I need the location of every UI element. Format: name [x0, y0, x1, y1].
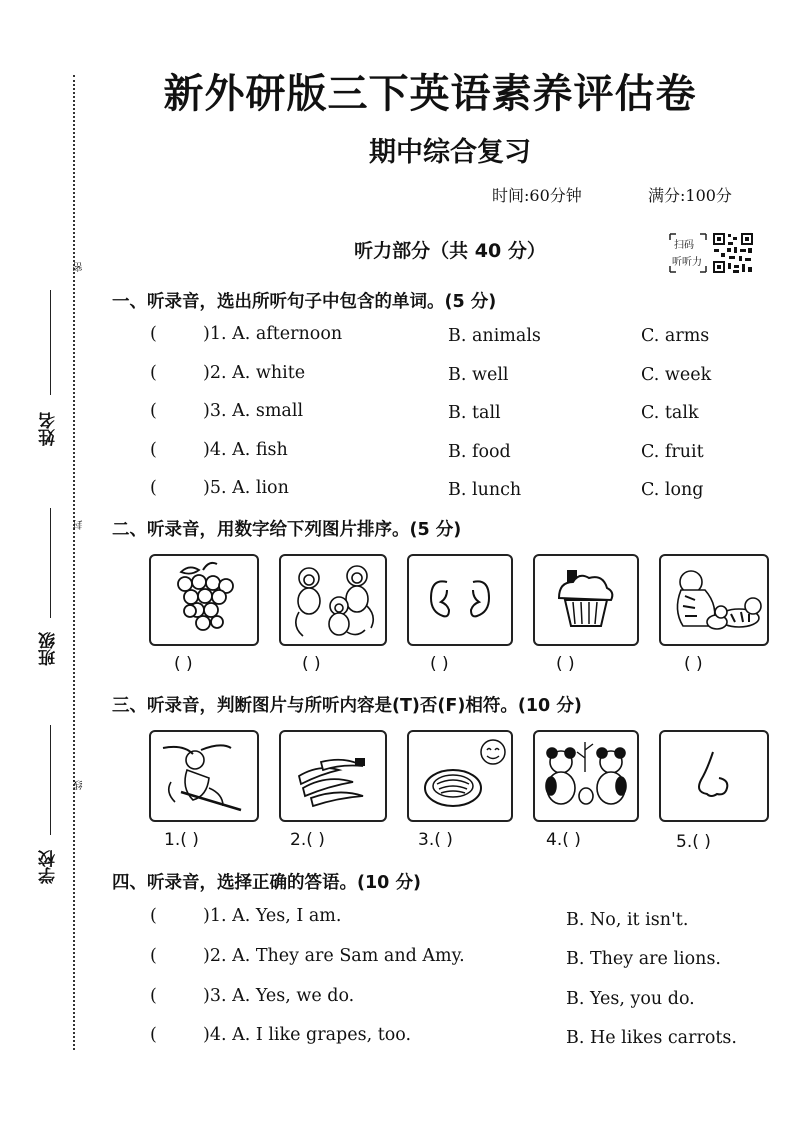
grapes-icon	[151, 556, 257, 644]
order-blank-5[interactable]: ( )	[684, 654, 703, 674]
nose-picture	[659, 730, 769, 822]
name-underline[interactable]	[50, 290, 51, 395]
s1-q3-option-c[interactable]: C. talk	[641, 403, 699, 423]
full-score: 满分:100分	[648, 186, 732, 205]
page-title: 新外研版三下英语素养评估卷	[163, 71, 697, 117]
banana-icon	[281, 732, 385, 820]
seal-mark-xian: 线	[74, 780, 85, 790]
ear-icon	[409, 556, 511, 644]
name-label: 姓名	[39, 412, 59, 446]
tiger-icon	[661, 556, 767, 644]
s4-q1-option-b[interactable]: B. No, it isn't.	[566, 910, 689, 930]
order-blank-1[interactable]: ( )	[174, 654, 193, 674]
order-blank-3[interactable]: ( )	[430, 654, 449, 674]
s4-q4-option-b[interactable]: B. He likes carrots.	[566, 1028, 737, 1048]
tf-answer-2[interactable]: 2.( )	[290, 830, 325, 850]
s1-q4-option-a[interactable]: )4. A. fish	[203, 440, 288, 460]
order-blank-4[interactable]: ( )	[556, 654, 575, 674]
seal-mark-mi: 密	[74, 262, 85, 272]
s1-paren[interactable]: (	[150, 478, 157, 498]
s4-q4-option-a[interactable]: )4. A. I like grapes, too.	[203, 1025, 412, 1045]
s1-q5-option-c[interactable]: C. long	[641, 480, 704, 500]
bananas-picture	[279, 730, 387, 822]
ears-picture	[407, 554, 513, 646]
cupcake-icon	[535, 556, 637, 644]
time-limit: 时间:60分钟	[492, 186, 582, 205]
qr-code-icon	[712, 232, 754, 274]
listening-part-title: 听力部分（共 40 分）	[354, 240, 546, 262]
tf-answer-5[interactable]: 5.( )	[676, 832, 711, 852]
s1-q5-option-a[interactable]: )5. A. lion	[203, 478, 289, 498]
s4-q1-option-a[interactable]: )1. A. Yes, I am.	[203, 906, 342, 926]
s4-q2-option-b[interactable]: B. They are lions.	[566, 949, 721, 969]
noodle-bowl-icon	[409, 732, 511, 820]
s1-paren[interactable]: (	[150, 440, 157, 460]
s4-paren[interactable]: (	[150, 986, 157, 1006]
monkey-king-icon	[151, 732, 257, 820]
cake-picture	[533, 554, 639, 646]
page-subtitle: 期中综合复习	[369, 137, 531, 168]
s1-q1-option-c[interactable]: C. arms	[641, 326, 710, 346]
panda-icon	[535, 732, 637, 820]
s4-q2-option-a[interactable]: )2. A. They are Sam and Amy.	[203, 946, 465, 966]
class-label: 班级	[39, 632, 59, 666]
s4-paren[interactable]: (	[150, 1025, 157, 1045]
qr-caption-2: 听听力	[672, 257, 702, 268]
school-label: 学校	[39, 850, 59, 884]
s1-paren[interactable]: (	[150, 363, 157, 383]
tf-answer-3[interactable]: 3.( )	[418, 830, 453, 850]
class-underline[interactable]	[50, 508, 51, 618]
s1-q1-option-b[interactable]: B. animals	[448, 326, 541, 346]
s1-paren[interactable]: (	[150, 401, 157, 421]
section2-heading: 二、听录音，用数字给下列图片排序。(5 分)	[112, 520, 462, 540]
s4-paren[interactable]: (	[150, 946, 157, 966]
s1-q1-option-a[interactable]: )1. A. afternoon	[203, 324, 343, 344]
s1-q2-option-c[interactable]: C. week	[641, 365, 712, 385]
order-blank-2[interactable]: ( )	[302, 654, 321, 674]
monkeys-icon	[281, 556, 385, 644]
section4-heading: 四、听录音，选择正确的答语。(10 分)	[112, 873, 421, 893]
s1-q4-option-b[interactable]: B. food	[448, 442, 511, 462]
seal-mark-feng: 封	[74, 520, 85, 530]
grapes-picture	[149, 554, 259, 646]
monkey-king-picture	[149, 730, 259, 822]
s1-q2-option-b[interactable]: B. well	[448, 365, 509, 385]
s1-q5-option-b[interactable]: B. lunch	[448, 480, 522, 500]
school-underline[interactable]	[50, 725, 51, 835]
s1-q3-option-b[interactable]: B. tall	[448, 403, 501, 423]
qr-caption-1: 扫码	[674, 240, 694, 251]
tf-answer-1[interactable]: 1.( )	[164, 830, 199, 850]
section3-heading: 三、听录音，判断图片与所听内容是(T)否(F)相符。(10 分)	[112, 696, 582, 716]
s4-q3-option-a[interactable]: )3. A. Yes, we do.	[203, 986, 355, 1006]
nose-icon	[661, 732, 767, 820]
pandas-picture	[533, 730, 639, 822]
tf-answer-4[interactable]: 4.( )	[546, 830, 581, 850]
s1-paren[interactable]: (	[150, 324, 157, 344]
s1-q2-option-a[interactable]: )2. A. white	[203, 363, 306, 383]
s4-paren[interactable]: (	[150, 906, 157, 926]
qr-code-block[interactable]	[668, 232, 756, 274]
s1-q3-option-a[interactable]: )3. A. small	[203, 401, 304, 421]
s4-q3-option-b[interactable]: B. Yes, you do.	[566, 989, 695, 1009]
binding-dotted-line	[73, 75, 75, 1050]
s1-q4-option-c[interactable]: C. fruit	[641, 442, 704, 462]
noodles-picture	[407, 730, 513, 822]
monkeys-picture	[279, 554, 387, 646]
tigers-picture	[659, 554, 769, 646]
section1-heading: 一、听录音，选出所听句子中包含的单词。(5 分)	[112, 292, 497, 312]
